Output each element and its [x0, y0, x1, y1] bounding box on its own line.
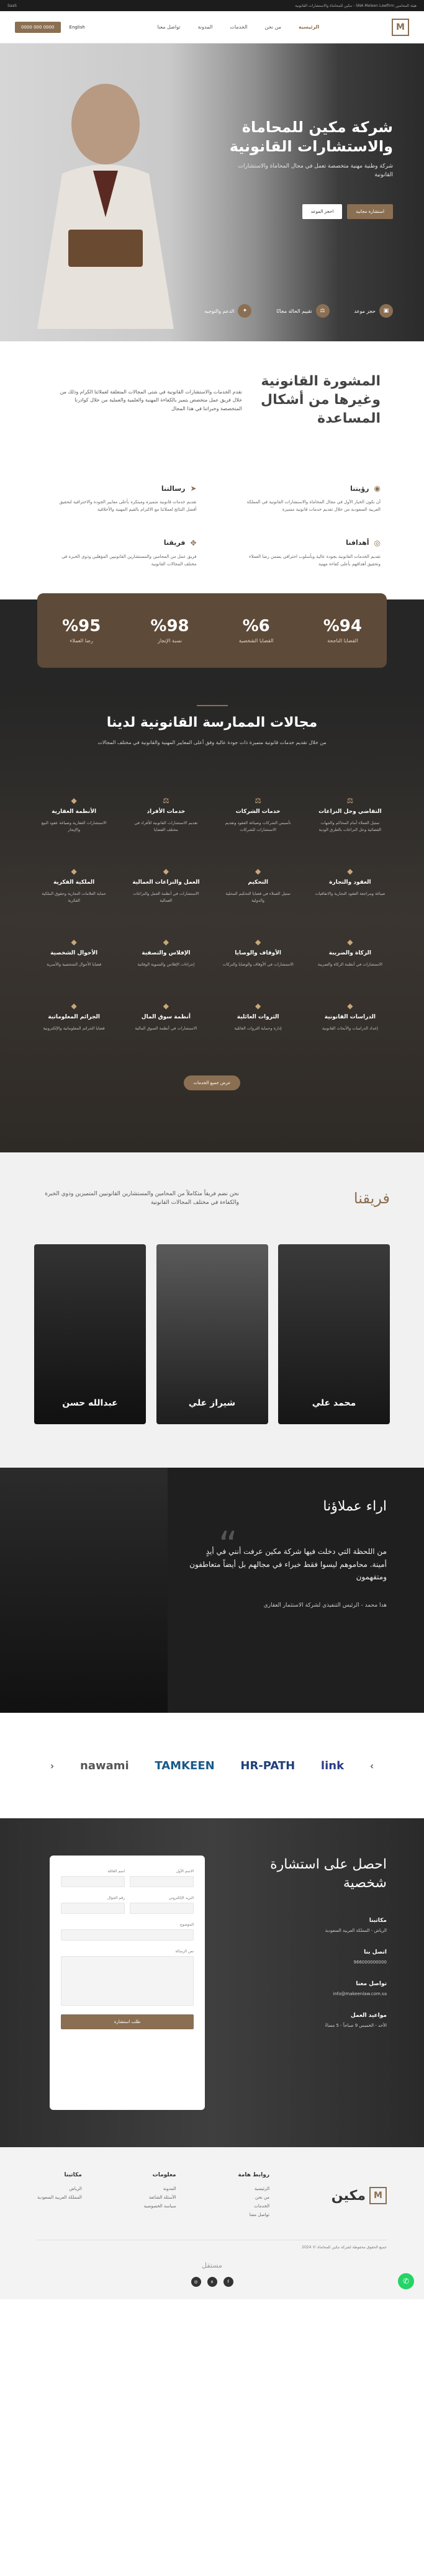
service-text: الاستشارات في أنظمة العمل والنزاعات العمالية — [133, 891, 199, 903]
message-field — [61, 1949, 194, 2006]
service-text: قضايا الجرائم المعلوماتية والإلكترونية — [43, 1026, 105, 1031]
service-title: الجرائم المعلوماتية — [48, 1014, 100, 1021]
footer-link: الرياض — [69, 2186, 82, 2192]
footer-link: المملكة العربية السعودية — [37, 2195, 82, 2201]
team-text: نحن نضم فريقاً متكاملاً من المحامين والمستشارين القانونيين المتميزين وذوي الخبرة والكفاءة في مختلف المجالات القانونية — [45, 1190, 239, 1206]
feature-evaluation — [276, 304, 329, 318]
language-switch[interactable]: English — [69, 24, 85, 30]
testimonial-author: هدا محمد - الرئيس التنفيذي لشركة الاستثمار العقاري — [263, 1602, 387, 1609]
contact-item-text: 966000000000 — [353, 1960, 387, 1965]
logo-icon[interactable]: M — [392, 19, 409, 36]
message-textarea[interactable] — [61, 1956, 194, 2006]
footer-link[interactable]: سياسة الخصوصية — [143, 2204, 176, 2209]
stat-number: %94 — [323, 617, 362, 636]
phone-input[interactable] — [61, 1903, 125, 1914]
first-name-field — [130, 1869, 194, 1887]
form-row — [61, 1869, 194, 1887]
contact-item-title: مواعيد العمل — [350, 2013, 387, 2019]
stat-label: نسبة الإنجاز — [157, 638, 183, 644]
social-links — [0, 2277, 424, 2287]
service-icon: ⚖ — [162, 796, 169, 806]
mvv-title: فريقنا — [163, 539, 186, 547]
client-logo: nawami — [80, 1759, 129, 1772]
stat-item — [239, 617, 274, 644]
service-text: إدارة وحماية الثروات العائلية — [234, 1026, 282, 1031]
footer-col — [144, 2172, 176, 2219]
testimonial-title: اراء عملاؤنا — [323, 1499, 387, 1515]
footer-col — [37, 2172, 82, 2219]
nav-item-home[interactable]: الرئيسية — [299, 24, 320, 30]
client-logo: TAMKEEN — [155, 1759, 215, 1772]
service-item[interactable] — [313, 938, 387, 967]
stat-label: القضايا الشخصية — [238, 638, 274, 644]
service-item[interactable] — [129, 938, 202, 967]
goals-item — [240, 539, 381, 568]
service-text: الاستشارات في أنظمة السوق المالية — [135, 1026, 197, 1031]
nav-menu — [158, 24, 320, 30]
team-card[interactable] — [156, 1244, 268, 1424]
service-text: إعداد الدراسات والأبحاث القانونية — [322, 1026, 378, 1031]
form-row — [61, 1923, 194, 1941]
last-name-input[interactable] — [61, 1876, 125, 1887]
stat-number: %95 — [62, 617, 101, 636]
testimonial-image — [0, 1468, 168, 1713]
stat-label: رضا العملاء — [70, 638, 93, 644]
service-icon: ◆ — [255, 867, 261, 876]
hero-text — [219, 118, 393, 219]
form-row — [61, 1896, 194, 1914]
practice-areas — [0, 686, 424, 1152]
topbar-left: SaaS — [7, 3, 17, 8]
service-title: أنظمة سوق المال — [141, 1014, 191, 1021]
mvv-title: رسالتنا — [161, 484, 186, 493]
mvv-text: أن نكون الخيار الأول في مجال المحاماة والاستشارات القانونية في المملكة العربية السعودية من خلال تقديم خدمات قانونية متميزة — [246, 500, 381, 512]
footer-link[interactable]: تواصل معنا — [249, 2212, 270, 2218]
service-item[interactable] — [313, 1002, 387, 1031]
footer-logo-text: مكين — [331, 2188, 366, 2204]
service-item[interactable] — [37, 938, 111, 967]
dark-section — [0, 599, 424, 1152]
service-icon: ◆ — [71, 937, 77, 946]
service-text: تمثيل العملاء أمام المحاكم والجهات القضائية وحل النزاعات بالطرق الودية — [318, 820, 382, 832]
footer-logo[interactable] — [332, 2172, 387, 2219]
mission-item — [56, 484, 197, 514]
nav-item-services[interactable]: الخدمات — [230, 24, 248, 30]
hero-title: شركة مكين للمحاماة والاستشارات القانونية — [229, 119, 393, 156]
service-text: حماية العلامات التجارية وحقوق الملكية الفكرية — [42, 891, 106, 903]
service-title: العمل والنزاعات العمالية — [132, 879, 200, 886]
logo-icon: M — [369, 2187, 387, 2204]
service-text: قضايا الأحوال الشخصية والأسرية — [47, 961, 102, 967]
email-input[interactable] — [130, 1903, 194, 1914]
service-icon: ◆ — [163, 937, 169, 946]
service-icon: ◆ — [347, 867, 353, 876]
book-appointment-button[interactable]: احجز الموعد — [302, 204, 342, 219]
service-title: العقود والتجارة — [329, 879, 371, 886]
phone-field — [61, 1896, 125, 1914]
field-label: رقم الجوال — [107, 1896, 125, 1901]
footer — [0, 2147, 424, 2299]
target-icon: ◎ — [374, 538, 381, 547]
stats-wrapper — [0, 599, 424, 686]
contact-item — [263, 1949, 387, 1966]
service-title: الأوقاف والوصايا — [235, 949, 282, 956]
first-name-input[interactable] — [130, 1876, 194, 1887]
browser-topbar — [0, 0, 424, 11]
service-item[interactable] — [222, 1002, 295, 1031]
contact-item-title: تواصل معنا — [356, 1981, 387, 1988]
contact-item — [263, 1918, 387, 1934]
service-text: تأسيس الشركات وصياغة العقود وتقديم الاستشارات للشركات — [225, 820, 291, 832]
service-text: صياغة ومراجعة العقود التجارية والاتفاقيات — [315, 891, 386, 897]
facebook-icon[interactable]: f — [223, 2277, 233, 2287]
intro-text: نقدم الخدمات والاستشارات القانونية في شتى المجالات المتعلقة لعملائنا الكرام وذلك من خلال فريق عمل متخصص يتميز بالكفاءة المهنية والعلمية والعملية من خلال كوادرنا المتخصصة وخبراتنا في هذا المجال — [60, 388, 242, 411]
practice-desc: من خلال تقديم خدمات قانونية متميزة ذات جودة عالية وفق أعلى المعايير المهنية والقانونية في مختلف المجالات — [97, 739, 327, 745]
service-title: خدمات الشركات — [235, 809, 281, 815]
hero-subtitle: شركة وطنية مهنية متخصصة تعمل في مجال المحاماة والاستشارات القانونية — [238, 163, 393, 178]
service-text: الاستشارات في الأوقاف والوصايا والتركات — [222, 961, 294, 967]
service-icon: ◆ — [71, 796, 77, 806]
service-text: الاستشارات في أنظمة الزكاة والضريبة — [317, 961, 382, 967]
service-icon: ⚖ — [255, 796, 261, 806]
feature-label: حجز موعد — [354, 308, 376, 314]
subject-field — [61, 1923, 194, 1941]
whatsapp-icon[interactable]: ✆ — [398, 2273, 414, 2289]
hero-buttons — [219, 204, 393, 219]
feature-support — [204, 304, 251, 318]
field-label: الاسم الأول — [176, 1869, 194, 1874]
contact-section — [0, 1818, 424, 2147]
nav-actions — [15, 22, 85, 33]
team-card[interactable] — [34, 1244, 146, 1424]
all-services-button[interactable]: عرض جميع الخدمات — [184, 1075, 241, 1090]
service-title: الملكية الفكرية — [53, 879, 95, 886]
service-title: الزكاة والضريبة — [328, 949, 371, 956]
contact-item-text: الأحد - الخميس 9 صباحاً - 5 مساءً — [325, 2023, 387, 2029]
service-item[interactable] — [129, 796, 202, 833]
intro-title: المشورة القانونية وغيرها من أشكال المساعدة — [261, 374, 381, 426]
service-title: خدمات الأفراد — [147, 809, 186, 815]
chevron-left-icon[interactable]: ‹ — [50, 1759, 55, 1772]
service-text: الاستشارات العقارية وصياغة عقود البيع والإيجار — [41, 820, 107, 832]
member-name: محمد علي — [312, 1398, 356, 1409]
field-label: نص الرسالة — [175, 1949, 194, 1954]
footer-col-title: مكاتبنا — [64, 2172, 82, 2179]
service-icon: ◆ — [347, 1002, 353, 1011]
team-cards — [34, 1244, 390, 1424]
support-icon: ✦ — [238, 304, 251, 318]
service-title: الدراسات القانونية — [324, 1014, 376, 1021]
field-label: اسم العائلة — [107, 1869, 125, 1874]
nav-item-contact[interactable]: تواصل معنا — [157, 24, 181, 30]
footer-link[interactable]: الرئيسية — [254, 2186, 270, 2192]
mvv-text: فريق عمل من المحامين والمستشارين القانونيين المؤهلين وذوي الخبرة في مختلف المجالات القانونية — [61, 554, 197, 567]
service-icon: ◆ — [163, 1002, 169, 1011]
submit-button[interactable]: طلب استشارة — [61, 2014, 194, 2029]
footer-link[interactable]: من نحن — [255, 2195, 270, 2201]
service-item[interactable] — [313, 796, 387, 833]
nav-item-blog[interactable]: المدونة — [197, 24, 213, 30]
stat-item — [62, 617, 101, 644]
instagram-icon[interactable]: ◎ — [191, 2277, 201, 2287]
service-text: تمثيل العملاء في قضايا التحكيم المحلية والدولية — [225, 891, 291, 903]
service-item[interactable] — [222, 938, 295, 967]
mvv-text: تقديم الخدمات القانونية بجودة عالية وبأسلوب احترافي يضمن رضا العملاء وتحقيق أهدافهم بأعلى كفاءة مهنية — [249, 554, 381, 567]
calendar-icon: ▣ — [379, 304, 393, 318]
divider — [197, 705, 228, 706]
hero-features — [25, 304, 393, 318]
mvv-text: تقديم خدمات قانونية متميزة ومبتكرة بأعلى معايير الجودة والاحترافية لتحقيق أفضل النتائج لعملائنا مع الالتزام بالقيم المهنية والأخلاقية — [59, 500, 197, 512]
contact-item-text: info@makeenlaw.com.sa — [333, 1991, 387, 1997]
subject-input[interactable] — [61, 1929, 194, 1941]
team-section — [0, 1152, 424, 1468]
service-title: الثروات العائلية — [237, 1014, 279, 1021]
member-name: شيراز علي — [188, 1398, 236, 1409]
vision-item — [240, 484, 381, 514]
testimonial-quote: من اللحظة التي دخلت فيها شركة مكين عرفت أنني في أيدٍ أمينة. محاموهم ليسوا فقط خبراء في مجالهم بل أيضاً متعاطفون ومتفهمون — [189, 1547, 387, 1582]
service-text: إجراءات الإفلاس والتسوية الوقائية — [137, 961, 195, 967]
testimonial-body — [188, 1499, 387, 1608]
service-title: الأحوال الشخصية — [50, 949, 98, 956]
eye-icon: ◉ — [374, 484, 381, 493]
service-item[interactable] — [222, 867, 295, 904]
contact-item-title: اتصل بنا — [364, 1949, 387, 1956]
service-item[interactable] — [129, 1002, 202, 1031]
service-item[interactable] — [37, 867, 111, 904]
scale-icon: ⚖ — [316, 304, 330, 318]
services-grid — [37, 796, 387, 1031]
team-header — [34, 1190, 390, 1208]
service-item[interactable] — [222, 796, 295, 833]
stat-number: %98 — [150, 617, 189, 636]
chevron-right-icon[interactable]: › — [369, 1759, 374, 1772]
service-icon: ◆ — [71, 1002, 77, 1011]
stat-item — [150, 617, 189, 644]
contact-item-text: الرياض - المملكة العربية السعودية — [325, 1928, 387, 1933]
service-icon: ◆ — [163, 867, 169, 876]
footer-link[interactable]: الأسئلة الشائعة — [148, 2195, 176, 2201]
feature-booking — [354, 304, 393, 318]
service-title: التقاضي وحل النزاعات — [318, 809, 382, 815]
stat-label: القضايا الناجحة — [327, 638, 358, 644]
topbar-text: هيئة المحامين SNA Meleen Lawfirm - مكين للمحاماة والاستشارات القانونية — [295, 3, 417, 8]
service-icon: ⚖ — [346, 796, 354, 806]
mvv-title: رؤيتنا — [350, 484, 369, 493]
intro-section — [0, 341, 424, 459]
mvv-title: أهدافنا — [346, 539, 369, 547]
service-icon: ◆ — [71, 867, 77, 876]
client-logo: link — [320, 1759, 345, 1772]
quote-icon: “ — [218, 1524, 238, 1568]
practice-title: مجالات الممارسة القانونية لدينا — [106, 714, 318, 730]
contact-item — [263, 2013, 387, 2029]
nav-item-about[interactable]: من نحن — [264, 24, 282, 30]
stats-bar — [37, 593, 387, 668]
clients-logos — [0, 1713, 424, 1818]
copyright-bar — [37, 2240, 387, 2250]
contact-item-title: مكاتبنا — [369, 1917, 387, 1924]
twitter-icon[interactable]: x — [207, 2277, 217, 2287]
footer-col-title: معلومات — [152, 2172, 176, 2179]
footer-columns — [37, 2172, 387, 2219]
service-item[interactable] — [37, 1002, 111, 1031]
service-icon: ◆ — [255, 937, 261, 946]
team-item — [56, 539, 197, 568]
stat-number: %6 — [242, 617, 270, 636]
service-text: تقديم الاستشارات القانونية للأفراد في مختلف القضايا — [134, 820, 198, 832]
field-label: الموضوع — [180, 1923, 194, 1928]
feature-label: تقييم الحالة مجانًا — [276, 308, 312, 314]
mission-vision-grid — [0, 459, 424, 599]
service-title: التحكيم — [248, 879, 268, 886]
people-icon: ✥ — [190, 538, 197, 547]
main-nav — [0, 11, 424, 43]
consultation-form — [50, 1856, 205, 2110]
send-icon: ➤ — [190, 484, 197, 493]
team-title: فريقنا — [353, 1189, 390, 1207]
footer-link[interactable]: المدونة — [163, 2186, 176, 2192]
service-title: الإفلاس والتصفية — [142, 949, 191, 956]
client-logo: HR-PATH — [240, 1759, 295, 1772]
contact-item — [263, 1981, 387, 1998]
service-item[interactable] — [313, 867, 387, 904]
phone-button[interactable]: 0000 000 0000 — [15, 22, 61, 33]
hero-section — [0, 43, 424, 341]
field-label: البريد الإلكتروني — [168, 1896, 194, 1901]
mostaql-watermark: مستقل — [202, 2261, 222, 2270]
member-name: عبدالله حسن — [62, 1398, 118, 1409]
copyright-text: جميع الحقوق محفوظة لشركة مكين للمحاماة © 2024 — [302, 2245, 387, 2250]
form-row — [61, 1949, 194, 2006]
contact-title: احصل على استشارة شخصية — [270, 1857, 387, 1892]
service-icon: ◆ — [347, 937, 353, 946]
contact-info — [263, 1856, 387, 2110]
footer-link[interactable]: الخدمات — [254, 2204, 270, 2209]
footer-col — [238, 2172, 269, 2219]
feature-label: الدعم والتوجيه — [204, 308, 235, 314]
stat-item — [323, 617, 362, 644]
email-field — [130, 1896, 194, 1914]
service-icon: ◆ — [255, 1002, 261, 1011]
service-item[interactable] — [129, 867, 202, 904]
team-card[interactable] — [278, 1244, 390, 1424]
service-title: الأنظمة العقارية — [52, 809, 97, 815]
hero-lawyer-image — [25, 56, 186, 329]
footer-col-title: روابط هامة — [238, 2172, 270, 2179]
service-item[interactable] — [37, 796, 111, 833]
testimonial-section — [0, 1468, 424, 1713]
free-consultation-button[interactable]: استشارة مجانية — [347, 204, 393, 219]
last-name-field — [61, 1869, 125, 1887]
